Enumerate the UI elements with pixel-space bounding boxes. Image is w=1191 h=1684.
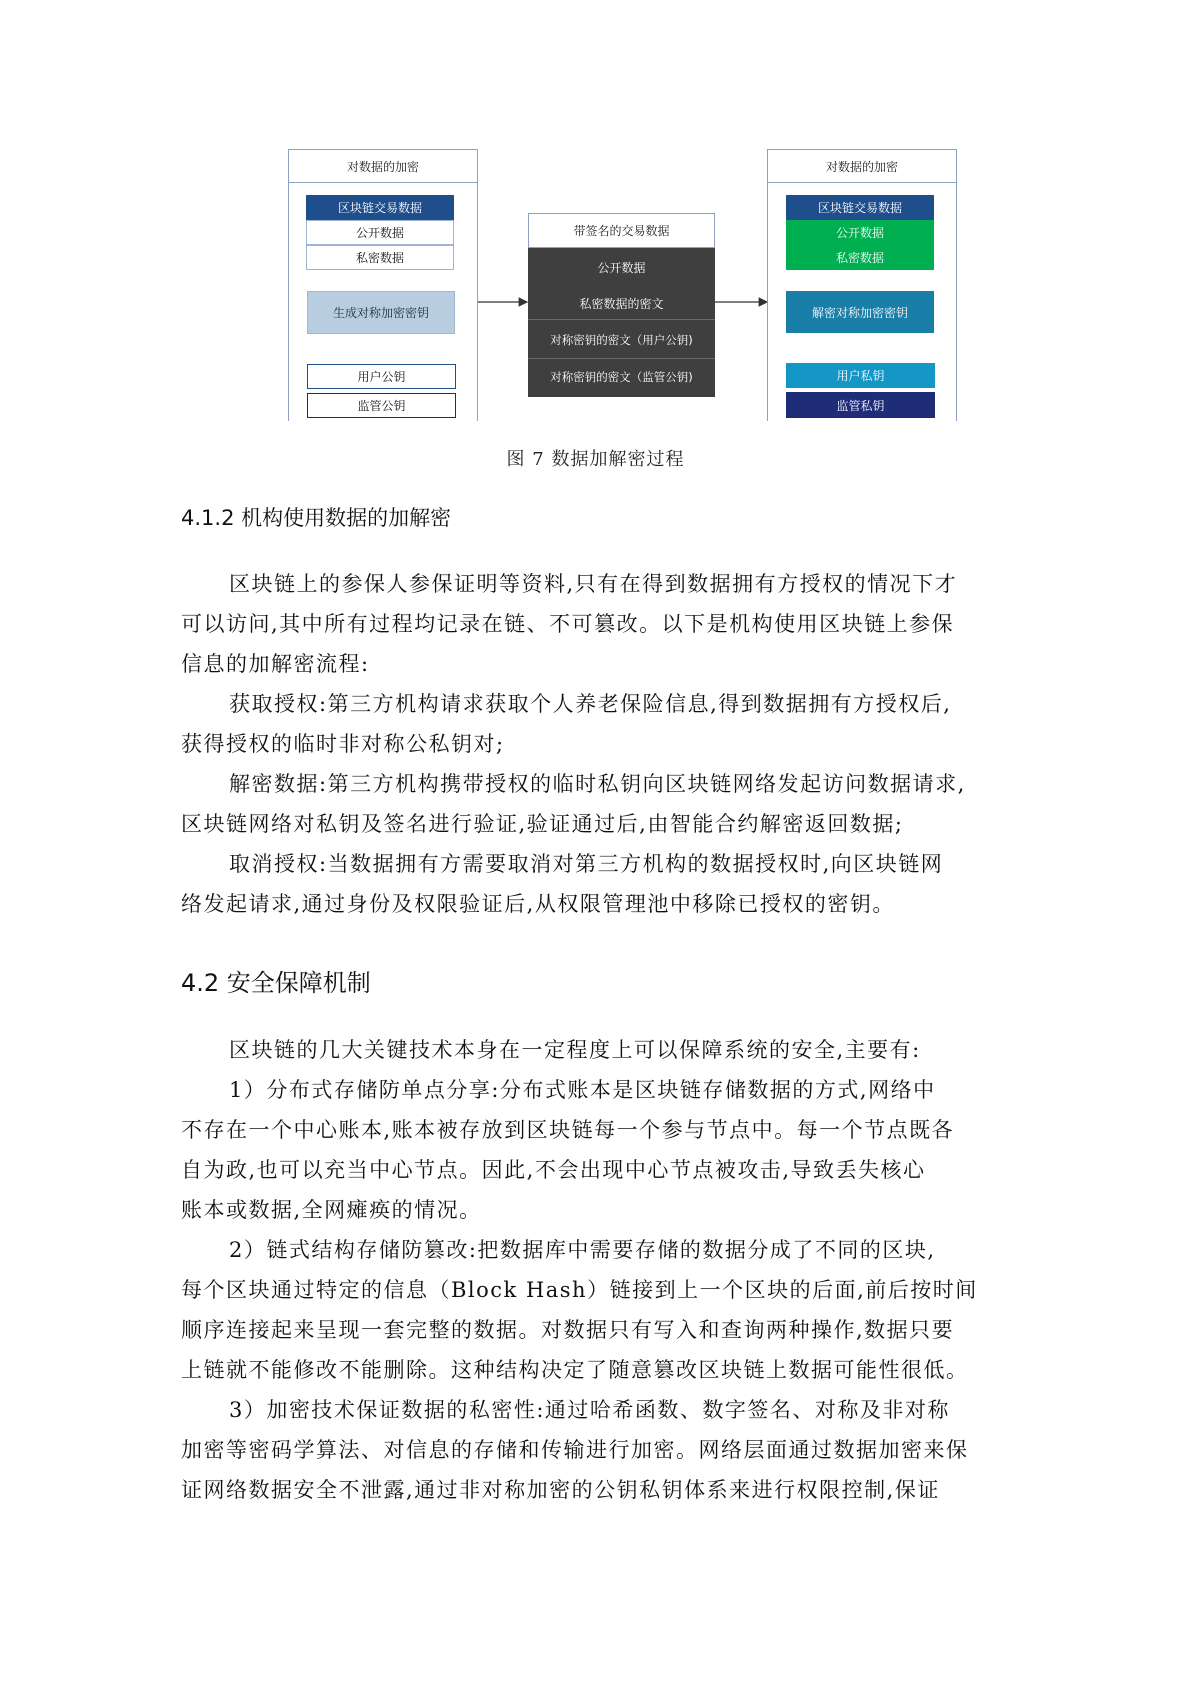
figure-caption: 图 7 数据加解密过程: [506, 449, 685, 470]
middle-private-cipher: 私密数据的密文: [528, 288, 715, 318]
right-chain-data: 区块链交易数据: [786, 195, 934, 220]
right-user-privkey: 用户私钥: [786, 363, 935, 388]
middle-key-cipher-reg: 对称密钥的密文（监管公钥): [528, 362, 715, 392]
section-412-para1: 区块链上的参保人参保证明等资料,只有在得到数据拥有方授权的情况下才 可以访问,其中所有过程均记录在链、不可篡改。以下是机构使用区块链上参保 信息的加解密流程:: [181, 572, 958, 676]
right-reg-privkey: 监管私钥: [786, 392, 935, 418]
left-private-data: 私密数据: [306, 245, 454, 270]
left-user-pubkey: 用户公钥: [307, 364, 456, 389]
section-412-heading: 4.1.2 机构使用数据的加解密: [181, 506, 452, 530]
section-42-item3: 3）加密技术保证数据的私密性:通过哈希函数、数字签名、对称及非对称 加密等密码学算法、对信息的存储和传输进行加密。网络层面通过数据加密来保 证网络数据安全不泄露,通过非对称加密的公钥私钥体系来进行权限控制,保证: [181, 1398, 969, 1502]
section-42-heading: 4.2 安全保障机制: [181, 969, 371, 997]
right-keydec: 解密对称加密密钥: [786, 291, 934, 333]
section-412-para3: 解密数据:第三方机构携带授权的临时私钥向区块链网络发起访问数据请求, 区块链网络对私钥及签名进行验证,验证通过后,由智能合约解密返回数据;: [181, 772, 966, 836]
middle-public-data: 公开数据: [528, 252, 715, 282]
section-42-intro: 区块链的几大关键技术本身在一定程度上可以保障系统的安全,主要有:: [229, 1038, 921, 1062]
section-42-item2: 2）链式结构存储防篡改:把数据库中需要存储的数据分成了不同的区块, 每个区块通过特定的信息（Block Hash）链接到上一个区块的后面,前后按时间 顺序连接起来呈现一套完整的数据。对数据只有写入和查询两种操作,数据只要 上链就不能修改不能删除。这种结构决定了随意篡改区块链上数据可能性很低。: [181, 1238, 978, 1382]
left-panel-title: 对数据的加密: [289, 150, 477, 183]
right-public-data: 公开数据: [786, 220, 934, 245]
section-412-para2: 获取授权:第三方机构请求获取个人养老保险信息,得到数据拥有方授权后, 获得授权的临时非对称公私钥对;: [181, 692, 952, 756]
middle-key-cipher-user: 对称密钥的密文（用户公钥): [528, 325, 715, 355]
left-chain-data: 区块链交易数据: [306, 195, 454, 220]
right-panel-title: 对数据的加密: [768, 150, 956, 183]
section-42-item1: 1）分布式存储防单点分享:分布式账本是区块链存储数据的方式,网络中 不存在一个中心账本,账本被存放到区块链每一个参与节点中。每一个节点既各 自为政,也可以充当中心节点。因此,不会出现中心节点被攻击,导致丢失核心 账本或数据,全网瘫痪的情况。: [181, 1078, 955, 1222]
section-412-para4: 取消授权:当数据拥有方需要取消对第三方机构的数据授权时,向区块链网 络发起请求,通过身份及权限验证后,从权限管理池中移除已授权的密钥。: [181, 852, 944, 916]
encryption-diagram: [0, 0, 1191, 430]
right-private-data: 私密数据: [786, 245, 934, 270]
left-public-data: 公开数据: [306, 220, 454, 245]
left-reg-pubkey: 监管公钥: [307, 393, 456, 418]
middle-title: 带签名的交易数据: [528, 213, 715, 248]
left-keygen: 生成对称加密密钥: [307, 291, 455, 334]
